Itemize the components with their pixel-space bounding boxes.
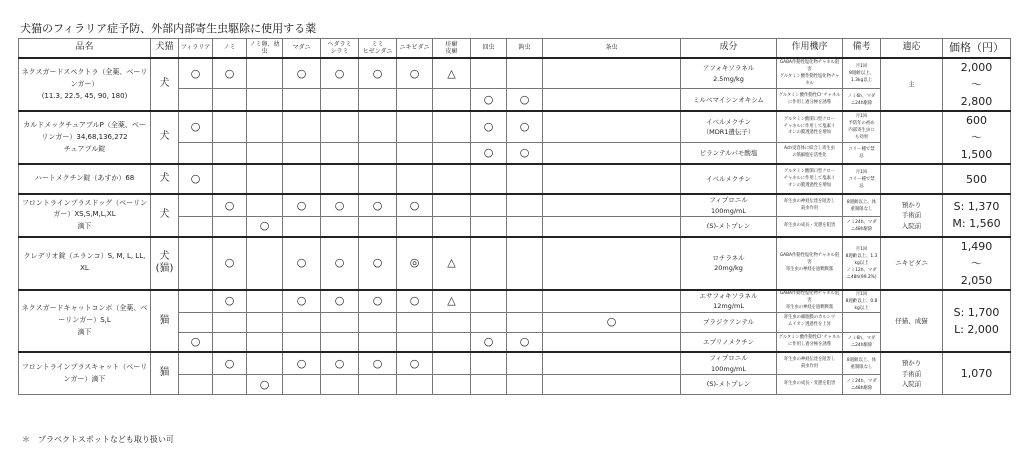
efficacy-mark: ○ [543,312,681,332]
price-line: 600 [966,114,987,128]
indication [881,111,943,164]
efficacy-mark [247,164,283,194]
ingredient: イベルメクチン [681,164,777,194]
column-header: ヘダラミ シラミ [321,39,359,59]
efficacy-mark: ○ [321,58,359,89]
indication [881,164,943,194]
efficacy-mark [179,290,213,313]
efficacy-mark: ○ [179,111,213,142]
remark: 月1回 8週齢以上、1.3 kg以上 ノミ12h、マダ ニ48h(99.2%) [843,237,881,290]
efficacy-mark: ○ [321,194,359,216]
price-line: 2,050 [960,273,993,287]
column-header: 犬猫 [151,39,179,59]
efficacy-mark: △ [433,58,471,89]
table-row [19,164,1011,194]
species: 犬 [151,194,179,236]
drug-name: ハートメクチン錠（あすか）68 [19,164,151,194]
efficacy-mark [359,332,397,352]
remark: ノミ6h、マダ ニ24h駆除 [843,89,881,111]
efficacy-mark [247,58,283,89]
efficacy-mark [321,111,359,142]
ingredient: アフォキソラネル 2.5mg/kg [681,58,777,89]
price-line: ～ [971,256,982,270]
column-header: 成分 [681,39,777,59]
efficacy-mark [471,352,507,374]
remark: ノミ24h、マダ ニ48h駆除 [843,375,881,395]
ingredient: (S)-メトプレン [681,375,777,395]
ingredient: ピランテルパモ酸塩 [681,142,777,164]
species: 犬 [151,58,179,111]
price-line: ～ [971,131,982,145]
efficacy-mark [283,111,321,142]
price [943,194,1011,236]
efficacy-mark [433,332,471,352]
mechanism: 寄生虫の神経伝達を阻害し 殺虫作用 [777,194,843,216]
efficacy-mark: ○ [321,237,359,290]
table-row [19,58,1011,89]
efficacy-mark: ○ [179,332,213,352]
efficacy-mark: ○ [213,194,247,216]
efficacy-mark [247,194,283,216]
efficacy-mark [433,217,471,237]
efficacy-mark [247,237,283,290]
efficacy-mark [283,142,321,164]
efficacy-mark [433,142,471,164]
efficacy-mark [543,142,681,164]
remark [843,312,881,332]
efficacy-mark [321,375,359,395]
efficacy-mark [543,237,681,290]
efficacy-mark: ○ [179,58,213,89]
remark: 8週齢以上、体 重制限なし [843,194,881,216]
mechanism: GABA作動性塩化物チャネル阻害 グルタミン酸作動性塩化物チャネル [777,58,843,89]
efficacy-mark [179,194,213,216]
efficacy-mark [543,217,681,237]
efficacy-mark: ○ [213,237,247,290]
efficacy-mark [359,111,397,142]
efficacy-mark [471,194,507,216]
mechanism: 寄生虫の成長・変態を阻害 [777,375,843,395]
efficacy-mark [321,164,359,194]
efficacy-mark [321,142,359,164]
page-title: 犬猫のフィラリア症予防、外部内部寄生虫駆除に使用する薬 [20,22,317,35]
price-line: S: 1,700 [953,305,1000,319]
efficacy-mark [543,164,681,194]
species: 犬 (猫) [151,237,179,290]
efficacy-mark: ○ [471,89,507,111]
price [943,237,1011,290]
efficacy-mark [359,164,397,194]
efficacy-mark [359,142,397,164]
efficacy-mark [433,375,471,395]
table-row [19,352,1011,374]
efficacy-mark [507,58,543,89]
efficacy-mark [543,375,681,395]
column-header: 品名 [19,39,151,59]
efficacy-mark [283,164,321,194]
efficacy-mark [471,312,507,332]
remark: 月1回 8週齢以上、0.8 kg以上 [843,290,881,313]
ingredient: エプリノメクチン [681,332,777,352]
price [943,111,1011,164]
efficacy-mark [397,164,433,194]
efficacy-mark: ○ [507,89,543,111]
column-header: マダニ [283,39,321,59]
column-header: ミミ ヒゼンダニ [359,39,397,59]
drug-name: ネクスガードスペクトラ（全薬、ベーリンガー） (11.3, 22.5, 45, 90, 180) [19,58,151,111]
efficacy-mark: ○ [359,352,397,374]
efficacy-mark: ○ [283,194,321,216]
price-line: M: 1,560 [952,217,1001,231]
efficacy-mark [179,237,213,290]
efficacy-mark [247,332,283,352]
efficacy-mark [543,58,681,89]
price-line: ～ [971,78,982,92]
drug-name: フロントラインプラスドッグ（ベーリンガー）XS,S,M,L,XL 滴下 [19,194,151,236]
price-line: 2,000 [960,61,993,74]
efficacy-mark [507,290,543,313]
efficacy-mark [321,217,359,237]
efficacy-mark [213,164,247,194]
price-line: 2,800 [960,95,993,109]
mechanism: Ach受容体に結合し寄生虫 の筋細胞を活性化 [777,142,843,164]
efficacy-mark [471,164,507,194]
efficacy-mark [507,375,543,395]
efficacy-mark [179,375,213,395]
efficacy-mark: ○ [471,142,507,164]
indication: 仔猫、成猫 [881,290,943,353]
efficacy-mark [213,312,247,332]
efficacy-mark: ◎ [397,237,433,290]
drug-name: フロントラインプラスキャット（ベーリンガー）滴下 [19,352,151,394]
price [943,58,1011,111]
efficacy-mark [471,237,507,290]
price-line: S: 1,370 [953,200,1000,214]
efficacy-mark [433,111,471,142]
efficacy-mark: ○ [359,237,397,290]
efficacy-mark: ○ [283,237,321,290]
ingredient: ロチラネル 20mg/kg [681,237,777,290]
efficacy-mark: ○ [283,58,321,89]
table-row [19,237,1011,290]
efficacy-mark [283,89,321,111]
column-header: 鉤虫 [507,39,543,59]
price-line: 1,500 [960,148,993,162]
efficacy-mark [543,332,681,352]
efficacy-mark [507,237,543,290]
efficacy-mark [433,89,471,111]
mechanism: グルタミン酸開口型クロー チャネルに作用して塩素イ オンの膜透過性を増加 [777,111,843,142]
efficacy-mark [213,111,247,142]
efficacy-mark [359,89,397,111]
efficacy-mark [471,58,507,89]
table-row [19,290,1011,313]
efficacy-mark [471,375,507,395]
efficacy-mark [397,111,433,142]
remark: 月1回 コリー種で禁 忌 [843,164,881,194]
drug-name: ネクスガードキャットコンボ（全薬、ベーリンガー）S,L 滴下 [19,290,151,353]
efficacy-mark: ○ [397,290,433,313]
efficacy-mark [543,290,681,313]
mechanism: グルタミン酸開口型クロー チャネルに作用して塩素イ オンの膜透過性を増加 [777,164,843,194]
price [943,290,1011,353]
efficacy-mark [321,89,359,111]
efficacy-mark [397,217,433,237]
efficacy-mark [247,111,283,142]
indication: ニキビダニ [881,237,943,290]
column-header: 疥癬 皮癬 [433,39,471,59]
efficacy-mark: ○ [359,290,397,313]
efficacy-mark [471,290,507,313]
efficacy-mark [543,111,681,142]
price-line: 1,490 [960,239,993,253]
ingredient: プラジクアンテル [681,312,777,332]
table-row [19,194,1011,216]
drug-name: クレデリオ錠（エランコ）S, M, L, LL, XL [19,237,151,290]
mechanism: グルタミン酸作動性Cl⁻チャネル に作用し過分極を誘導 [777,89,843,111]
efficacy-mark [507,352,543,374]
efficacy-mark [543,194,681,216]
efficacy-mark: ○ [471,332,507,352]
efficacy-mark: ○ [213,290,247,313]
column-header: 回虫 [471,39,507,59]
indication: 預かり 手術前 入院前 [881,352,943,394]
efficacy-mark: △ [433,237,471,290]
drug-table [18,38,1011,395]
species: 犬 [151,111,179,164]
price-line: 500 [966,172,987,186]
efficacy-mark [247,290,283,313]
remark: 月1回 8週齢以上、 1.3kg以上 [843,58,881,89]
mechanism: 寄生虫の細胞膜のカルシウ ムイオン透過性を上昇 [777,312,843,332]
efficacy-mark: ○ [283,352,321,374]
price-line: L: 2,000 [954,323,999,337]
table-row [19,111,1011,142]
column-header: 価格（円） [943,39,1011,59]
efficacy-mark [507,164,543,194]
efficacy-mark: △ [433,290,471,313]
efficacy-mark [507,312,543,332]
ingredient: エサフォキソラネル 12mg/mL [681,290,777,313]
efficacy-mark [397,142,433,164]
efficacy-mark [359,312,397,332]
column-header: ニキビダニ [397,39,433,59]
column-header: 備考 [843,39,881,59]
efficacy-mark [359,217,397,237]
efficacy-mark [321,312,359,332]
efficacy-mark [283,312,321,332]
efficacy-mark: ○ [213,352,247,374]
column-header: フィラリア [179,39,213,59]
mechanism: 寄生虫の神経伝達を阻害し 殺虫作用 [777,352,843,374]
species: 犬 [151,164,179,194]
efficacy-mark [247,89,283,111]
efficacy-mark [507,194,543,216]
efficacy-mark: ○ [247,217,283,237]
indication: 預かり 手術前 入院前 [881,194,943,236]
efficacy-mark [397,332,433,352]
remark: 月1回 予防年の初め 内部寄生虫に も効果 [843,111,881,142]
efficacy-mark [179,217,213,237]
efficacy-mark [433,164,471,194]
efficacy-mark [321,332,359,352]
efficacy-mark: ○ [359,58,397,89]
price [943,352,1011,394]
efficacy-mark [543,352,681,374]
ingredient: フィプロニル 100mg/mL [681,194,777,216]
mechanism: グルタミン酸作動性Cl⁻チャネル に作用し過分極を誘導 [777,332,843,352]
efficacy-mark [247,352,283,374]
indication: 主 [881,58,943,111]
efficacy-mark: ○ [397,352,433,374]
efficacy-mark [433,194,471,216]
column-header: 条虫 [543,39,681,59]
mechanism: GABA作動性塩化物チャネル阻害 寄生虫の神経を過剰興奮 [777,290,843,313]
efficacy-mark [397,312,433,332]
mechanism: 寄生虫の成長・変態を阻害 [777,217,843,237]
efficacy-mark [179,89,213,111]
ingredient: イベルメクチン （MDR1遺伝子） [681,111,777,142]
column-header: ノミ [213,39,247,59]
efficacy-mark [213,142,247,164]
mechanism: GABA作動性塩化物チャネル阻害 寄生虫の神経を過剰興奮 [777,237,843,290]
efficacy-mark [543,89,681,111]
efficacy-mark [433,352,471,374]
efficacy-mark [359,375,397,395]
efficacy-mark: ○ [507,332,543,352]
efficacy-mark [179,142,213,164]
efficacy-mark: ○ [179,164,213,194]
efficacy-mark [283,332,321,352]
footnote: ＊ プラベクトスポットなども取り扱い可 [22,435,174,444]
ingredient: (S)-メトプレン [681,217,777,237]
efficacy-mark [283,375,321,395]
efficacy-mark [213,217,247,237]
column-header: 適応 [881,39,943,59]
efficacy-mark [247,312,283,332]
efficacy-mark: ○ [213,58,247,89]
efficacy-mark [213,375,247,395]
efficacy-mark: ○ [507,111,543,142]
ingredient: フィプロニル 100mg/mL [681,352,777,374]
efficacy-mark [397,89,433,111]
efficacy-mark: ○ [321,290,359,313]
efficacy-mark [247,142,283,164]
efficacy-mark: ○ [321,352,359,374]
efficacy-mark: ○ [397,194,433,216]
efficacy-mark [179,312,213,332]
efficacy-mark: ○ [359,194,397,216]
price-line: 1,070 [960,367,993,381]
efficacy-mark [213,89,247,111]
efficacy-mark: ○ [397,58,433,89]
header-row [19,39,1011,59]
efficacy-mark: ○ [247,375,283,395]
remark: 8週齢以上、体 重制限なし [843,352,881,374]
efficacy-mark [213,332,247,352]
efficacy-mark: ○ [507,142,543,164]
efficacy-mark [179,352,213,374]
efficacy-mark [397,375,433,395]
remark: ノミ24h、マダ ニ48h駆除 [843,217,881,237]
column-header: ノミ卵、幼虫 [247,39,283,59]
efficacy-mark: ○ [283,290,321,313]
remark: ノミ6h、マダ ニ24h駆除 [843,332,881,352]
column-header: 作用機序 [777,39,843,59]
price [943,164,1011,194]
species: 猫 [151,290,179,353]
remark: コリー種で禁 忌 [843,142,881,164]
efficacy-mark [507,217,543,237]
efficacy-mark [433,312,471,332]
efficacy-mark [471,217,507,237]
efficacy-mark: ○ [471,111,507,142]
ingredient: ミルベマイシンオキシム [681,89,777,111]
drug-name: カルドメックチュアブルP（全薬、ベーリンガー）34,68,136,272 チュアブル錠 [19,111,151,164]
efficacy-mark [283,217,321,237]
species: 猫 [151,352,179,394]
